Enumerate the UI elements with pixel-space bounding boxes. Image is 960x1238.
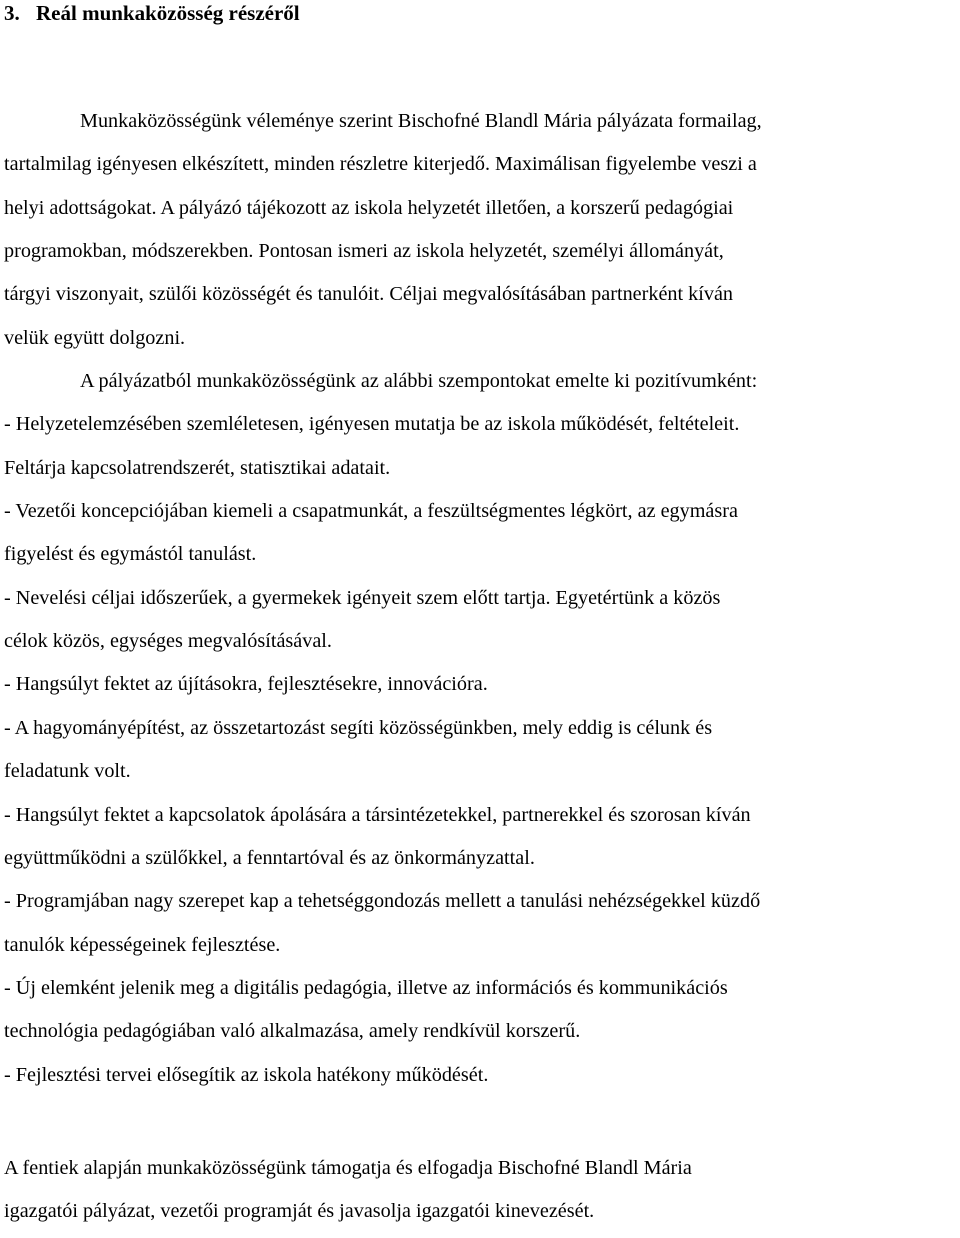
paragraph-line: tárgyi viszonyait, szülői közösségét és tanulóit. Céljai megvalósításában partnerként kíván <box>4 283 733 305</box>
list-item-continuation: technológia pedagógiában való alkalmazása, amely rendkívül korszerű. <box>4 1020 581 1042</box>
list-item: - Fejlesztési tervei elősegítik az iskola hatékony működését. <box>4 1064 489 1086</box>
section-title: Reál munkaközösség részéről <box>36 1 300 25</box>
list-item-continuation: figyelést és egymástól tanulást. <box>4 543 257 565</box>
paragraph-line: A pályázatból munkaközösségünk az alábbi szempontokat emelte ki pozitívumként: <box>80 370 758 392</box>
paragraph-line: programokban, módszerekben. Pontosan ismeri az iskola helyzetét, személyi állományát, <box>4 240 724 262</box>
list-item: - Programjában nagy szerepet kap a tehetséggondozás mellett a tanulási nehézségekkel küzdő <box>4 890 761 912</box>
paragraph-line: Munkaközösségünk véleménye szerint Bischofné Blandl Mária pályázata formailag, <box>80 110 762 132</box>
list-item: - Nevelési céljai időszerűek, a gyermekek igényeit szem előtt tartja. Egyetértünk a közös <box>4 587 721 609</box>
list-item: - Hangsúlyt fektet az újításokra, fejlesztésekre, innovációra. <box>4 673 488 695</box>
list-item: - Új elemként jelenik meg a digitális pedagógia, illetve az információs és kommunikációs <box>4 977 728 999</box>
list-item-continuation: tanulók képességeinek fejlesztése. <box>4 934 281 956</box>
list-item-continuation: feladatunk volt. <box>4 760 131 782</box>
paragraph-line: tartalmilag igényesen elkészített, minden részletre kiterjedő. Maximálisan figyelembe veszi a <box>4 153 757 175</box>
list-item: - Vezetői koncepciójában kiemeli a csapatmunkát, a feszültségmentes légkört, az egymásra <box>4 500 738 522</box>
paragraph-line: helyi adottságokat. A pályázó tájékozott az iskola helyzetét illetően, a korszerű pedagógiai <box>4 197 734 219</box>
section-number: 3. <box>4 1 20 25</box>
conclusion-line: A fentiek alapján munkaközösségünk támogatja és elfogadja Bischofné Blandl Mária <box>4 1157 692 1179</box>
paragraph-line: velük együtt dolgozni. <box>4 327 186 349</box>
list-item-continuation: Feltárja kapcsolatrendszerét, statisztikai adatait. <box>4 457 391 479</box>
list-item-continuation: együttműködni a szülőkkel, a fenntartóval és az önkormányzattal. <box>4 847 535 869</box>
list-item: - A hagyományépítést, az összetartozást segíti közösségünkben, mely eddig is célunk és <box>4 717 713 739</box>
list-item: - Hangsúlyt fektet a kapcsolatok ápolására a társintézetekkel, partnerekkel és szorosan kíván <box>4 804 751 826</box>
list-item: - Helyzetelemzésében szemléletesen, igényesen mutatja be az iskola működését, feltételeit. <box>4 413 740 435</box>
section-heading <box>4 0 300 26</box>
conclusion-line: igazgatói pályázat, vezetői programját és javasolja igazgatói kinevezését. <box>4 1200 595 1222</box>
list-item-continuation: célok közös, egységes megvalósításával. <box>4 630 332 652</box>
